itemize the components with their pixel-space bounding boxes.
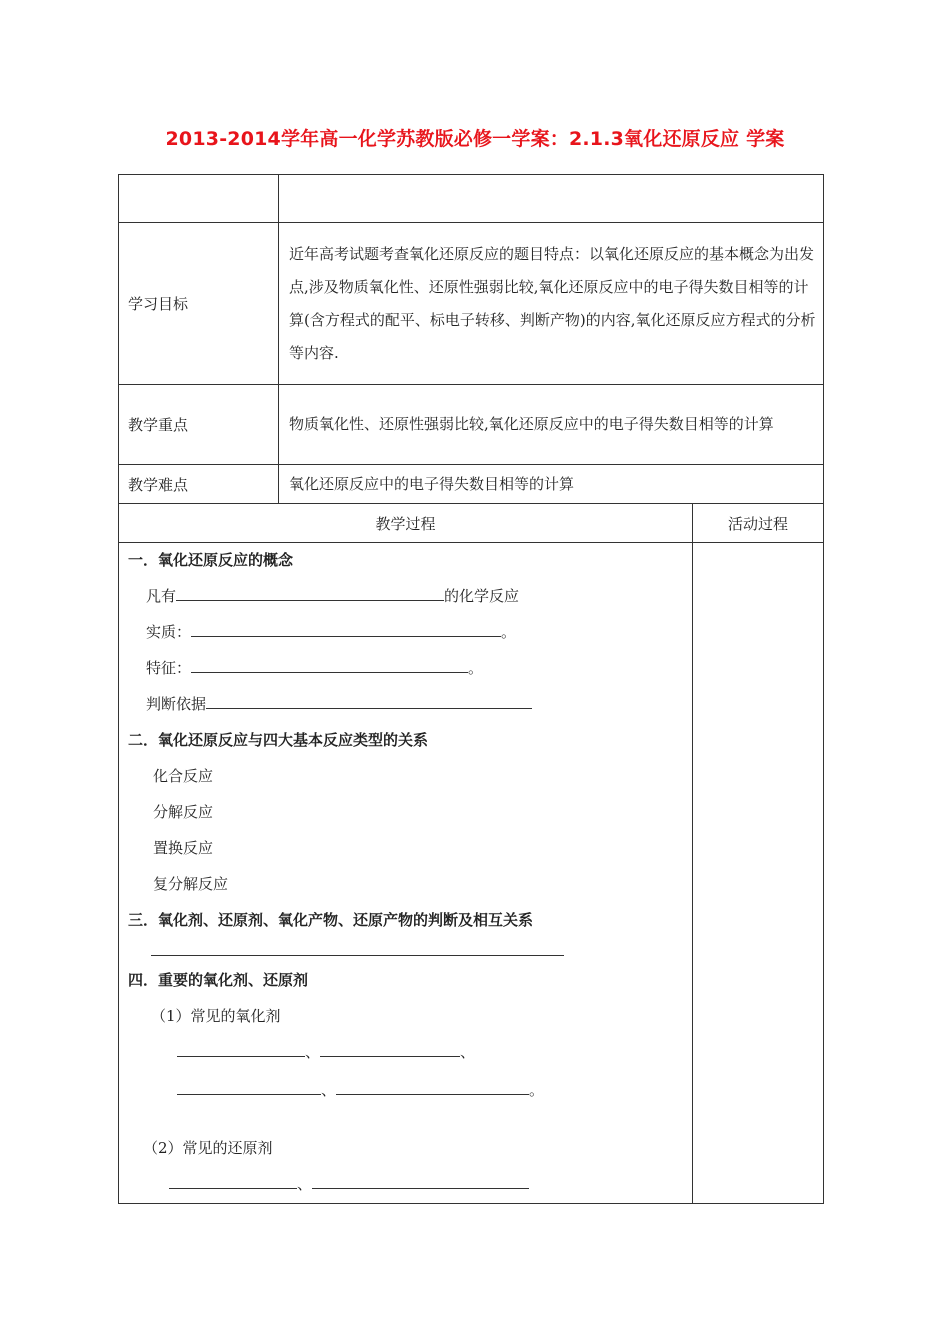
line-essence: 实质： 。	[146, 623, 517, 641]
reaction-type-1: 化合反应	[153, 767, 214, 785]
blank-line	[177, 1042, 305, 1057]
goal-row	[119, 223, 824, 385]
blank-line	[191, 658, 468, 673]
process-header-row	[119, 504, 824, 543]
process-content	[119, 543, 693, 1204]
line-fanyou: 凡有 的化学反应	[146, 587, 520, 605]
section-1-title: 一．氧化还原反应的概念	[128, 551, 294, 569]
difficulty-row	[119, 465, 824, 504]
line-feature: 特征： 。	[146, 659, 484, 677]
process-table	[118, 503, 824, 1204]
reductant-line: 、	[169, 1173, 529, 1194]
activity-header: 活动过程	[693, 504, 824, 543]
section-4-title: 四．重要的氧化剂、还原剂	[128, 971, 309, 989]
focus-label: 教学重点	[119, 385, 279, 465]
line-basis: 判断依据	[146, 693, 532, 714]
blank-line	[169, 1174, 297, 1189]
process-header: 教学过程	[119, 504, 693, 543]
reaction-type-3: 置换反应	[153, 839, 214, 857]
reaction-type-2: 分解反应	[153, 803, 214, 821]
oxidant-line-1: 、 、	[177, 1041, 475, 1062]
focus-text: 物质氧化性、还原性强弱比较,氧化还原反应中的电子得失数目相等的计算	[279, 385, 824, 465]
goal-label: 学习目标	[119, 223, 279, 385]
oxidant-line-2: 、 。	[177, 1079, 544, 1100]
goal-text: 近年高考试题考查氧化还原反应的题目特点：以氧化还原反应的基本概念为出发点,涉及物质氧化性、还原性强弱比较,氧化还原反应中的电子得失数目相等的计算(含方程式的配平、标电子转移、判断产物)的内容,氧化还原反应方程式的分析等内容.	[279, 223, 824, 385]
section-3-title: 三．氧化剂、还原剂、氧化产物、还原产物的判断及相互关系	[128, 911, 534, 929]
info-table	[118, 174, 824, 504]
difficulty-text: 氧化还原反应中的电子得失数目相等的计算	[279, 465, 824, 504]
activity-content	[693, 543, 824, 1204]
oxidant-subtitle: （1）常见的氧化剂	[151, 1007, 281, 1025]
blank-line	[191, 622, 501, 637]
section-2-title: 二．氧化还原反应与四大基本反应类型的关系	[128, 731, 429, 749]
document-title: 2013-2014学年高一化学苏教版必修一学案：2.1.3氧化还原反应 学案	[165, 128, 785, 150]
blank-line	[320, 1042, 460, 1057]
blank-line	[206, 694, 532, 709]
blank-row	[119, 175, 824, 223]
blank-line	[336, 1080, 529, 1095]
blank-line	[176, 586, 444, 601]
reductant-subtitle: （2）常见的还原剂	[143, 1139, 273, 1157]
difficulty-label: 教学难点	[119, 465, 279, 504]
section-3-blank	[151, 941, 564, 960]
blank-line	[151, 941, 564, 956]
blank-line	[312, 1174, 529, 1189]
blank-line	[177, 1080, 321, 1095]
focus-row	[119, 385, 824, 465]
reaction-type-4: 复分解反应	[153, 875, 229, 893]
